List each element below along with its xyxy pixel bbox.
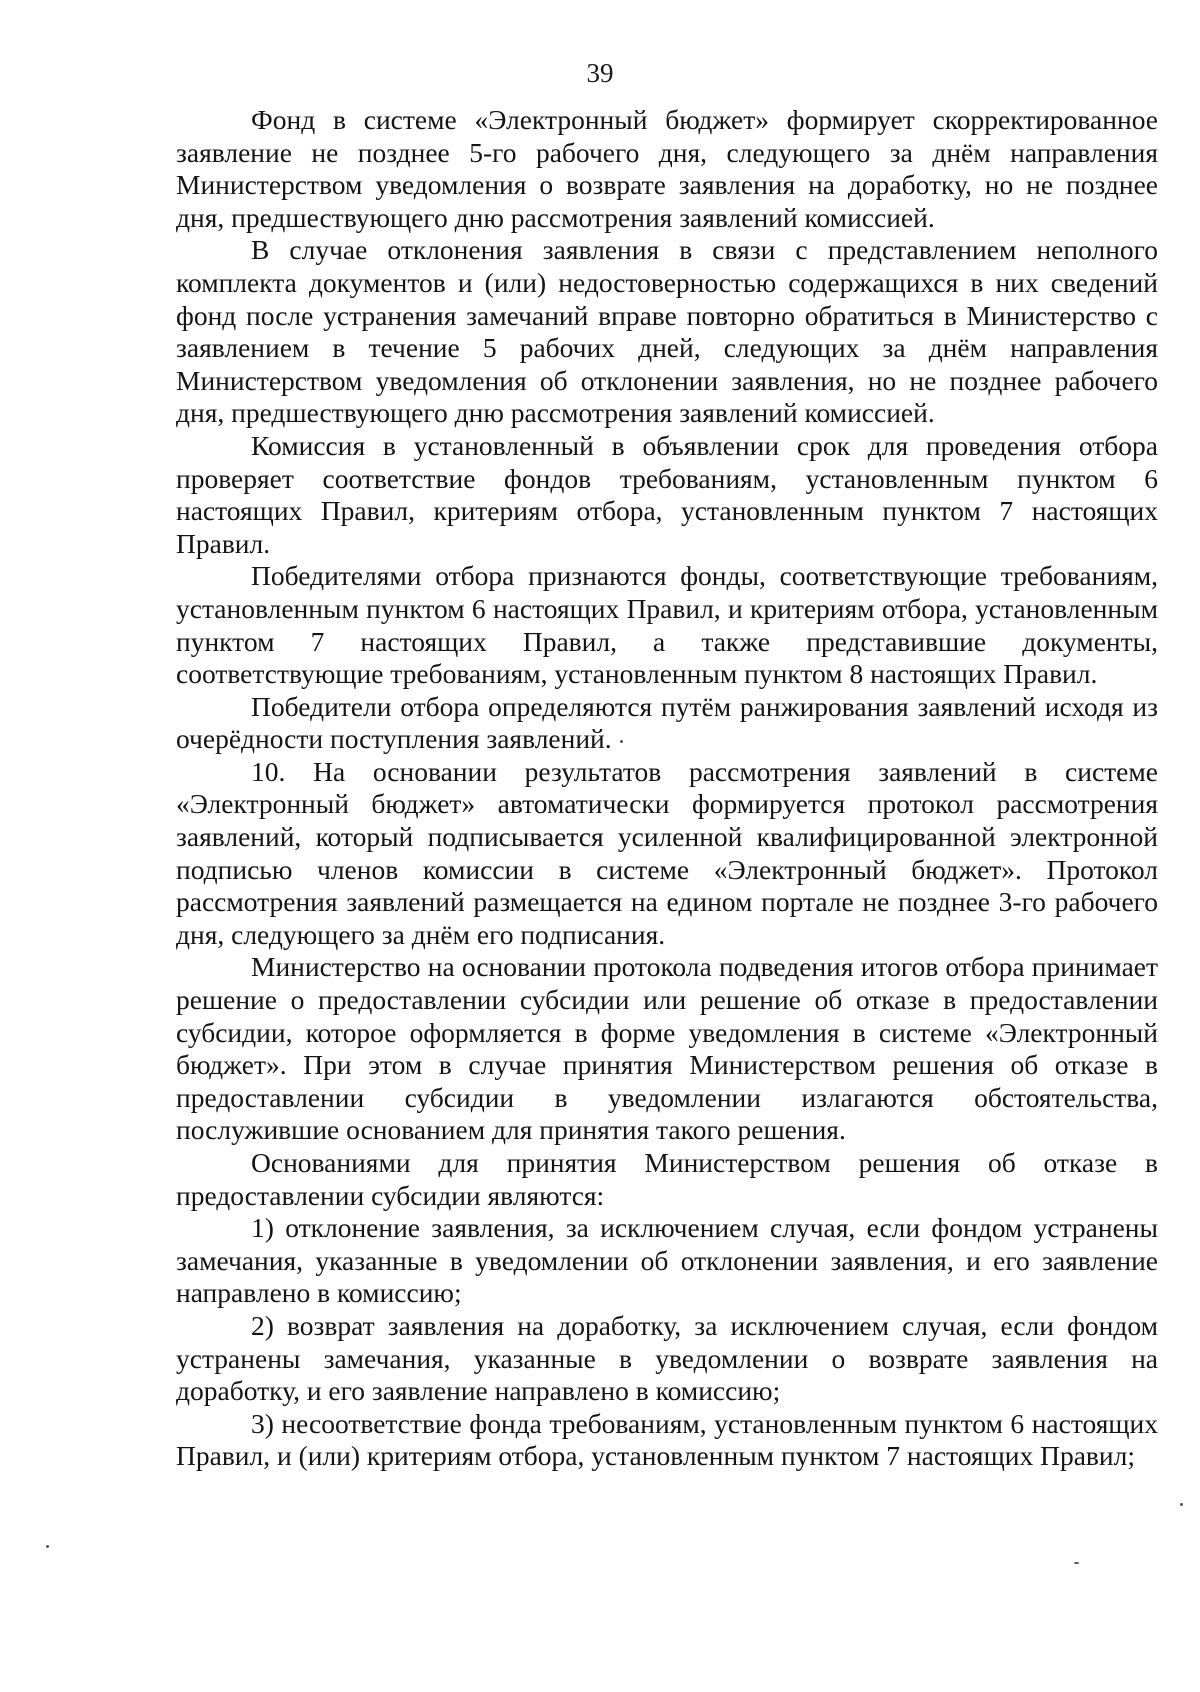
paragraph: Комиссия в установленный в объявлении срок для проведения отбора проверяет соответствие фондов требованиям, установленным пунктом 6 настоящих Правил, критериям отбора, установленным пунктом 7 настоящих Правил.	[176, 429, 1158, 559]
paragraph: Победителями отбора признаются фонды, соответствующие требованиям, установленным пунктом 6 настоящих Правил, и критериям отбора, установленным пунктом 7 настоящих Правил, а также представившие документы, соответствующие требованиям, установленным пунктом 8 настоящих Правил.	[176, 560, 1158, 690]
document-body	[176, 104, 1158, 1473]
list-item: 3) несоответствие фонда требованиям, установленным пунктом 6 настоящих Правил, и (или) критериям отбора, установленным пунктом 7 настоящих Правил;	[176, 1407, 1158, 1472]
page-number: 39	[586, 58, 614, 88]
scan-speck	[620, 740, 623, 743]
paragraph: В случае отклонения заявления в связи с представлением неполного комплекта документов и (или) недостоверностью содержащихся в них сведений фонд после устранения замечаний вправе повторно обратиться в Министерство с заявлением в течение 5 рабочих дней, следующих за днём направления Министерством уведомления об отклонении заявления, но не позднее рабочего дня, предшествующего дню рассмотрения заявлений комиссией.	[176, 234, 1158, 429]
paragraph: Основаниями для принятия Министерством решения об отказе в предоставлении субсидии являются:	[176, 1147, 1158, 1211]
list-item: 2) возврат заявления на доработку, за исключением случая, если фондом устранены замечания, указанные в уведомлении о возврате заявления на доработку, и его заявление направлено в комиссию;	[176, 1309, 1158, 1407]
paragraph: Министерство на основании протокола подведения итогов отбора принимает решение о предоставлении субсидии или решение об отказе в предоставлении субсидии, которое оформляется в форме уведомления в системе «Электронный бюджет». При этом в случае принятия Министерством решения об отказе в предоставлении субсидии в уведомлении излагаются обстоятельства, послужившие основанием для принятия такого решения.	[176, 951, 1158, 1146]
scan-speck	[1180, 1503, 1183, 1506]
paragraph: Фонд в системе «Электронный бюджет» формирует скорректированное заявление не позднее 5-го рабочего дня, следующего за днём направления Министерством уведомления о возврате заявления на доработку, но не позднее дня, предшествующего дню рассмотрения заявлений комиссией.	[176, 104, 1158, 233]
paragraph: Победители отбора определяются путём ранжирования заявлений исходя из очерёдности поступления заявлений.	[176, 690, 1158, 755]
scan-speck	[46, 1545, 49, 1548]
scan-speck	[1074, 1562, 1079, 1564]
paragraph-item-10: 10. На основании результатов рассмотрения заявлений в системе «Электронный бюджет» автоматически формируется протокол рассмотрения заявлений, который подписывается усиленной квалифицированной электронной подписью членов комиссии в системе «Электронный бюджет». Протокол рассмотрения заявлений размещается на едином портале не позднее 3-го рабочего дня, следующего за днём его подписания.	[176, 755, 1158, 950]
list-item: 1) отклонение заявления, за исключением случая, если фондом устранены замечания, указанные в уведомлении об отклонении заявления, и его заявление направлено в комиссию;	[176, 1212, 1158, 1309]
